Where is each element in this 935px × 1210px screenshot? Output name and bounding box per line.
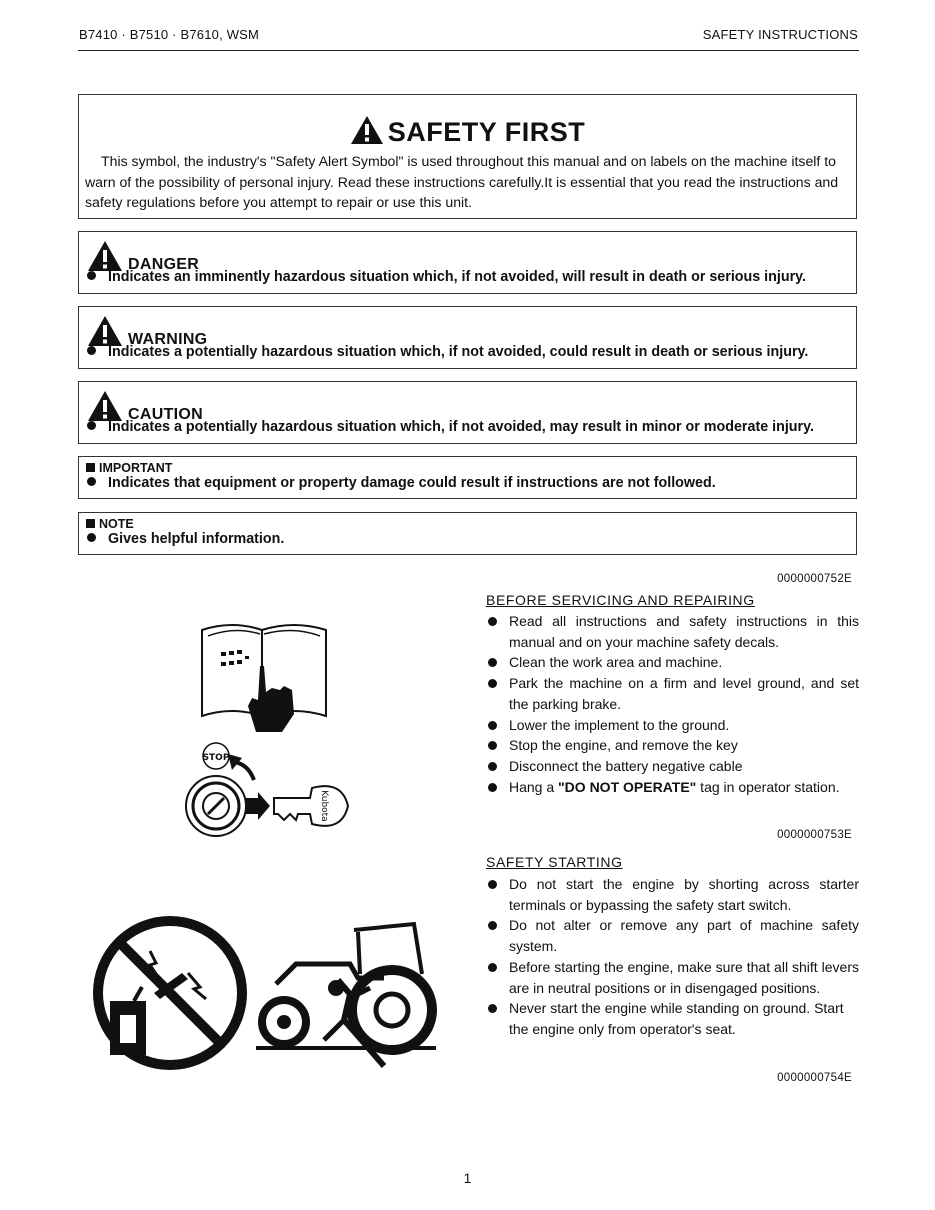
important-heading	[86, 461, 172, 475]
list-item	[486, 915, 859, 956]
danger-line	[87, 269, 806, 285]
bullet-icon	[87, 346, 96, 355]
bullet-icon	[488, 617, 497, 626]
safety-first-title-text: SAFETY FIRST	[387, 117, 586, 147]
danger-box	[78, 231, 857, 294]
list-item-text: Stop the engine, and remove the key	[509, 737, 738, 754]
bullet-icon	[488, 658, 497, 667]
list-item	[486, 998, 859, 1039]
bullet-icon	[488, 880, 497, 889]
list-item	[486, 652, 859, 673]
read-manual-illustration	[198, 618, 334, 738]
safety-alert-icon	[350, 115, 384, 145]
list-item-text: Read all instructions and safety instructions in this manual and on your machine safety decals.	[509, 613, 859, 650]
safety-first-text: This symbol, the industry's "Safety Alert Symbol" is used throughout this manual and on labels on the machine itself to warn of the possibility of personal injury. Read these instructions carefully.It is essential that you read the instructions and safety regulations before you attempt to repair or use this unit.	[85, 153, 839, 211]
code-753: 0000000753E	[777, 829, 852, 841]
danger-text: Indicates an imminently hazardous situation which, if not avoided, will result in death or serious injury.	[108, 269, 807, 285]
important-text: Indicates that equipment or property damage could result if instructions are not followed.	[108, 475, 716, 491]
bullet-icon	[488, 721, 497, 730]
list-item-text: Never start the engine while standing on ground. Start the engine only from operator's seat.	[509, 1000, 844, 1037]
list-item	[486, 735, 859, 756]
note-box	[78, 512, 857, 555]
safety-first-body	[85, 151, 852, 213]
bullet-icon	[87, 533, 96, 542]
warning-text: Indicates a potentially hazardous situation which, if not avoided, could result in death or serious injury.	[108, 344, 809, 360]
safety-starting-title: SAFETY STARTING	[486, 854, 623, 870]
list-item-text: Hang a	[509, 778, 559, 795]
caution-word: CAUTION	[128, 406, 203, 423]
bullet-icon	[488, 1004, 497, 1013]
bullet-icon	[488, 679, 497, 688]
note-text: Gives helpful information.	[108, 531, 285, 547]
caution-text: Indicates a potentially hazardous situation which, if not avoided, may result in minor or moderate injury.	[108, 419, 814, 435]
list-item	[486, 715, 859, 736]
list-item-text: tag in operator station.	[696, 778, 840, 795]
tractor-runover-illustration	[254, 918, 440, 1070]
note-heading	[86, 517, 134, 531]
note-word: NOTE	[99, 517, 134, 531]
warning-box	[78, 306, 857, 369]
warning-alert-icon	[87, 315, 123, 347]
danger-word: DANGER	[128, 256, 200, 273]
bullet-icon	[488, 921, 497, 930]
list-item	[486, 673, 859, 714]
key-brand-label: Kubota	[319, 790, 329, 822]
list-item	[486, 756, 859, 777]
warning-word: WARNING	[128, 331, 208, 348]
square-icon	[86, 519, 95, 528]
page-number: 1	[463, 1170, 472, 1186]
list-item	[486, 874, 859, 915]
square-icon	[86, 463, 95, 472]
bullet-icon	[488, 963, 497, 972]
danger-alert-icon	[87, 240, 123, 272]
bullet-icon	[87, 271, 96, 280]
important-line	[87, 475, 716, 491]
before-servicing-title: BEFORE SERVICING AND REPAIRING	[486, 592, 755, 608]
bullet-icon	[87, 477, 96, 486]
bullet-icon	[488, 783, 497, 792]
header-model: B7410 · B7510 · B7610, WSM	[79, 27, 260, 42]
list-item-text: Clean the work area and machine.	[509, 654, 723, 671]
list-item	[486, 611, 859, 652]
bullet-icon	[87, 421, 96, 430]
code-754: 0000000754E	[777, 1072, 852, 1084]
safety-starting-list	[486, 874, 859, 1040]
note-line	[87, 531, 284, 547]
header-rule	[78, 50, 859, 51]
caution-line	[87, 419, 814, 435]
list-item	[486, 957, 859, 998]
list-item-text: Do not start the engine by shorting across starter terminals or bypassing the safety start switch.	[509, 876, 859, 913]
caution-alert-icon	[87, 390, 123, 422]
safety-first-box	[78, 94, 857, 219]
stop-label: STOP	[202, 753, 230, 763]
list-item-text: Lower the implement to the ground.	[509, 716, 730, 733]
safety-first-title	[79, 115, 856, 148]
bullet-icon	[488, 762, 497, 771]
stop-engine-key-illustration	[184, 740, 354, 844]
list-item-text: Before starting the engine, make sure that all shift levers are in neutral positions or in disengaged positions.	[509, 958, 859, 996]
list-item-text: Disconnect the battery negative cable	[509, 757, 743, 774]
bullet-icon	[488, 741, 497, 750]
list-item	[486, 777, 859, 798]
do-not-operate-label: "DO NOT OPERATE"	[558, 778, 697, 795]
header-section: SAFETY INSTRUCTIONS	[702, 27, 858, 42]
important-box	[78, 456, 857, 499]
list-item-text: Park the machine on a firm and level ground, and set the parking brake.	[509, 675, 859, 712]
before-servicing-list	[486, 611, 859, 797]
no-shorting-illustration	[90, 913, 250, 1073]
warning-line	[87, 344, 808, 360]
code-752: 0000000752E	[777, 573, 852, 585]
caution-box	[78, 381, 857, 444]
important-word: IMPORTANT	[99, 461, 173, 475]
list-item-text: Do not alter or remove any part of machine safety system.	[509, 917, 859, 955]
